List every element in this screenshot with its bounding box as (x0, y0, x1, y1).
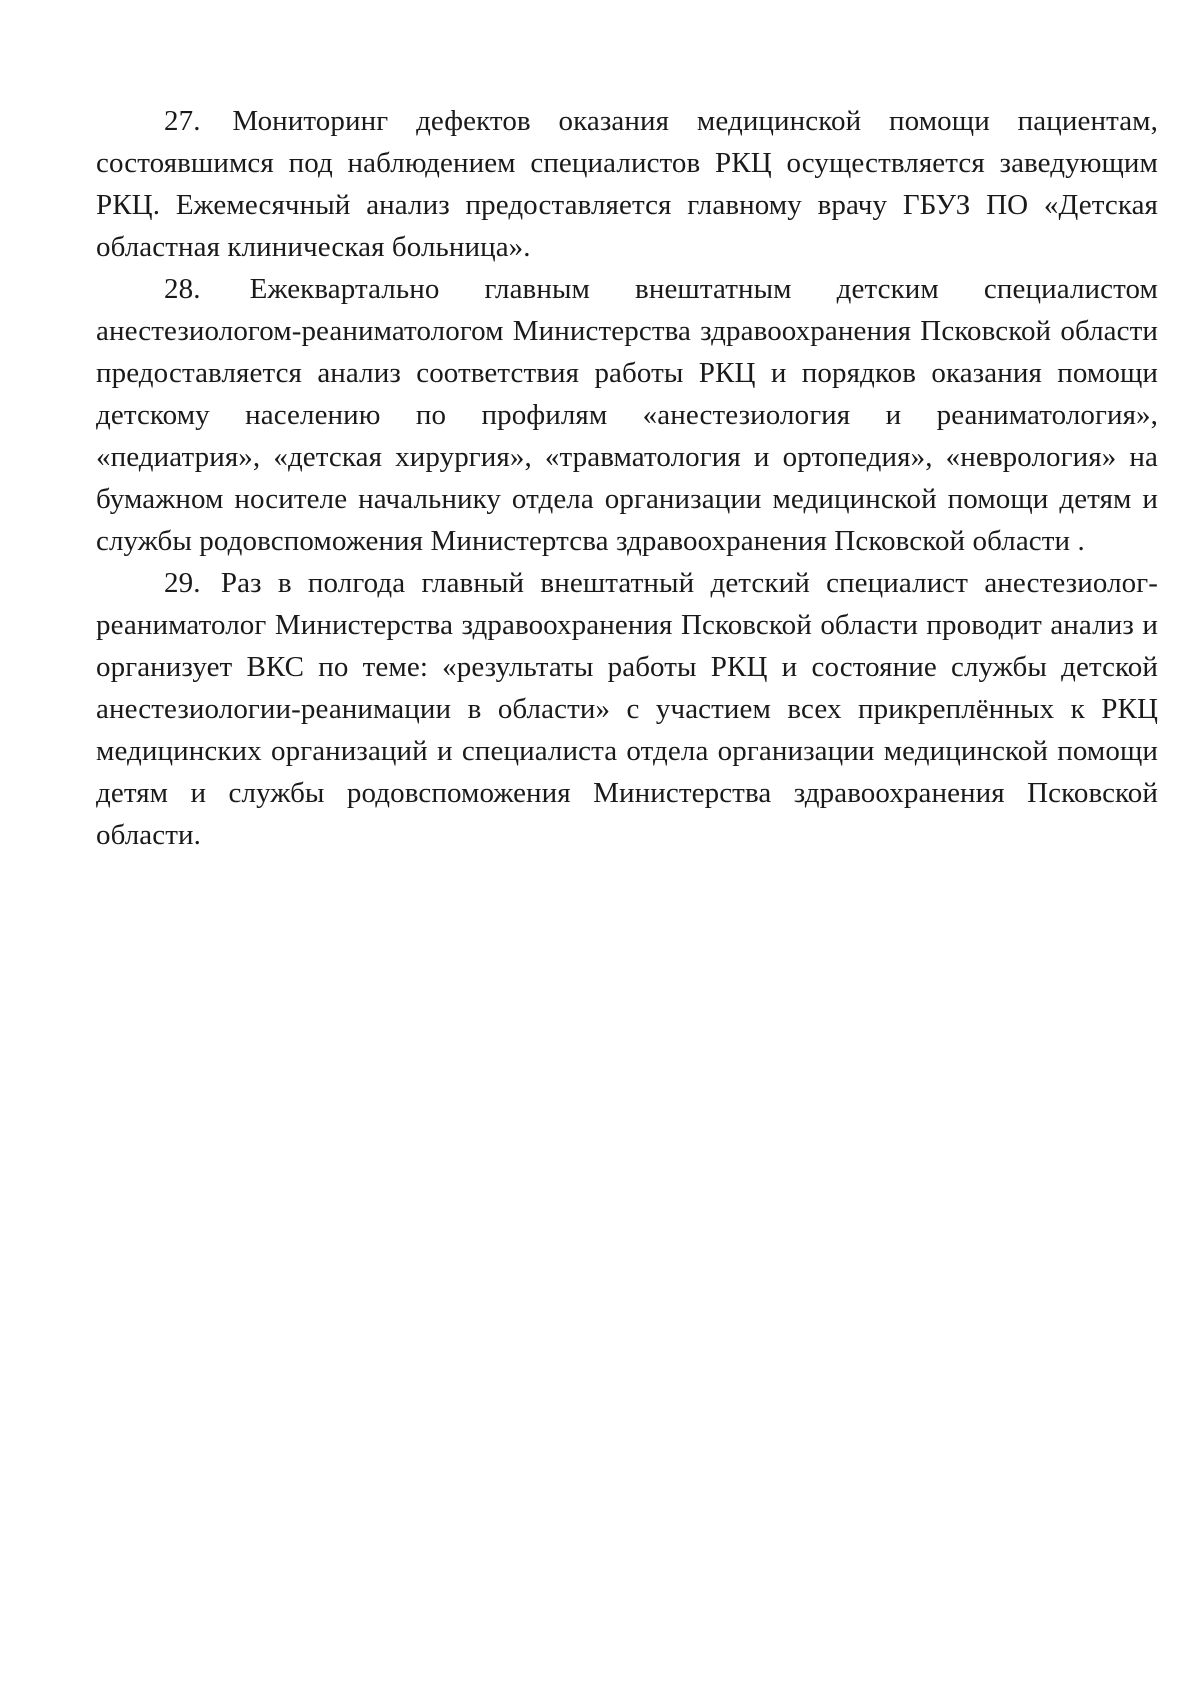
paragraph-text: Ежеквартально главным внештатным детским специалистом анестезиологом-реаниматологом Министерства здравоохранения Псковской области предоставляется анализ соответствия работы РКЦ и порядков оказания помощи детскому населению по профилям «анестезиология и реаниматология», «педиатрия», «детская хирургия», «травматология и ортопедия», «неврология» на бумажном носителе начальнику отдела организации медицинской помощи детям и службы родовспоможения Министертсва здравоохранения Псковской области . (96, 273, 1158, 557)
paragraph-number: 28. (164, 273, 201, 305)
paragraph-text: Мониторинг дефектов оказания медицинской помощи пациентам, состоявшимся под наблюдением специалистов РКЦ осуществляется заведующим РКЦ. Ежемесячный анализ предоставляется главному врачу ГБУЗ ПО «Детская областная клиническая больница». (96, 105, 1158, 263)
paragraph-number: 27. (164, 105, 201, 137)
paragraph-number: 29. (164, 567, 201, 599)
document-body (96, 100, 1158, 856)
paragraph-text: Раз в полгода главный внештатный детский специалист анестезиолог-реаниматолог Министерства здравоохранения Псковской области проводит анализ и организует ВКС по теме: «результаты работы РКЦ и состояние службы детской анестезиологии-реанимации в области» с участием всех прикреплённых к РКЦ медицинских организаций и специалиста отдела организации медицинской помощи детям и службы родовспоможения Министерства здравоохранения Псковской области. (96, 567, 1158, 851)
paragraph-27 (96, 100, 1158, 268)
paragraph-29 (96, 562, 1158, 856)
paragraph-28 (96, 268, 1158, 562)
